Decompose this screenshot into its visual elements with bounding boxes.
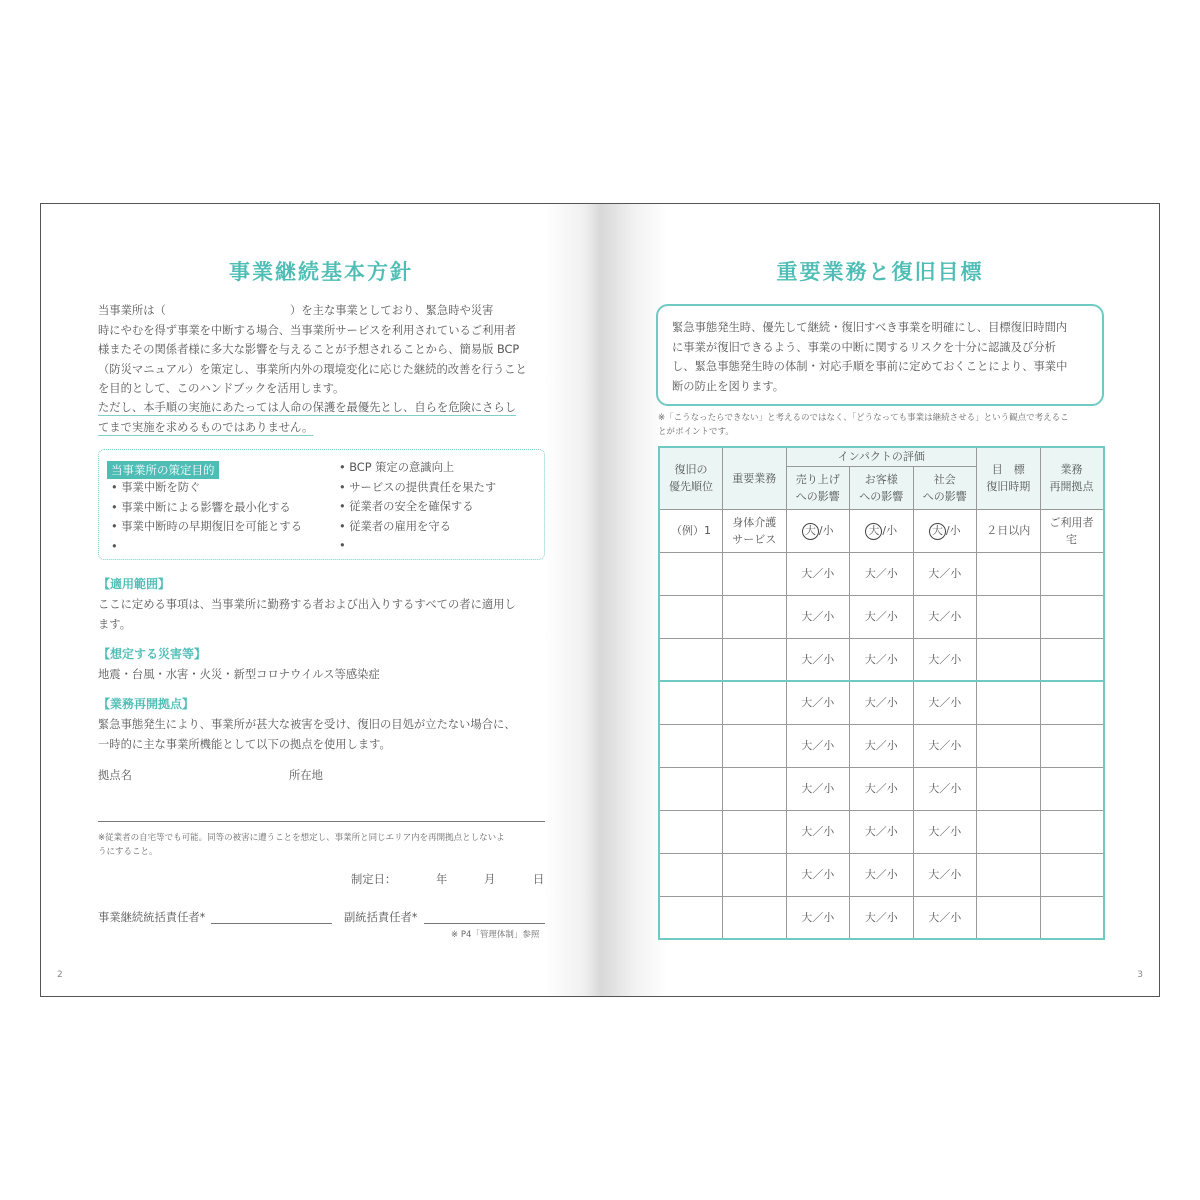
- page-number: 3: [1137, 970, 1143, 980]
- task-cell[interactable]: [723, 595, 787, 638]
- target-cell[interactable]: [977, 853, 1041, 896]
- header-impact: インパクトの評価: [786, 447, 977, 466]
- example-customer[interactable]: [850, 509, 914, 552]
- sales-cell[interactable]: 大／小: [786, 810, 850, 853]
- small-label: ∕小: [818, 523, 834, 537]
- text-line: に事業が復旧できるよう、事業の中断に関するリスクを十分に認識及び分析: [672, 340, 1056, 354]
- sub-manager-label: 副統括責任者*: [344, 911, 418, 924]
- month-label: 月: [484, 873, 496, 886]
- manager-field[interactable]: [211, 923, 332, 924]
- text-line: 一時的に主な事業所機能として以下の拠点を使用します。: [98, 737, 391, 751]
- intro-text: [98, 301, 527, 399]
- task-cell[interactable]: [723, 638, 787, 681]
- text-line: ます。: [98, 617, 131, 631]
- purpose-list-left: [111, 478, 302, 556]
- priority-cell[interactable]: [659, 681, 723, 724]
- text-line: • 事業中断時の早期復旧を可能とする: [111, 520, 303, 533]
- day-label: 日: [533, 873, 545, 886]
- page-title: 重要業務と復旧目標: [776, 260, 984, 284]
- example-priority: （例）1: [659, 509, 723, 552]
- table-row: [659, 810, 1104, 853]
- society-cell[interactable]: 大／小: [913, 638, 977, 681]
- text-line: うにすること。: [98, 847, 158, 857]
- task-cell[interactable]: [723, 896, 787, 939]
- customer-cell[interactable]: 大／小: [850, 638, 914, 681]
- task-cell[interactable]: [723, 810, 787, 853]
- table-row: [659, 853, 1104, 896]
- customer-cell[interactable]: 大／小: [850, 810, 914, 853]
- task-cell[interactable]: [723, 724, 787, 767]
- base-cell[interactable]: [1040, 595, 1104, 638]
- base-cell[interactable]: [1040, 810, 1104, 853]
- target-cell[interactable]: [977, 681, 1041, 724]
- priority-cell[interactable]: [659, 853, 723, 896]
- scope-heading: 【適用範囲】: [98, 577, 171, 591]
- small-label: ∕小: [882, 523, 898, 537]
- society-cell[interactable]: 大／小: [913, 595, 977, 638]
- text-line: • 事業中断を防ぐ: [111, 481, 201, 494]
- header-priority: 復旧の 優先順位: [659, 447, 723, 509]
- target-cell[interactable]: [977, 724, 1041, 767]
- task-cell[interactable]: [723, 767, 787, 810]
- base-cell[interactable]: [1040, 638, 1104, 681]
- disaster-text: 地震・台風・水害・火災・新型コロナウイルス等感染症: [98, 668, 380, 681]
- page-number: 2: [57, 970, 63, 980]
- example-society[interactable]: [913, 509, 977, 552]
- table-row: [659, 896, 1104, 939]
- circled-big: 大: [865, 523, 882, 540]
- task-cell[interactable]: [723, 552, 787, 595]
- example-sales[interactable]: [786, 509, 850, 552]
- page-title: 事業継続基本方針: [229, 260, 413, 284]
- text-line: • BCP 策定の意識向上: [339, 461, 455, 474]
- small-label: ∕小: [945, 523, 961, 537]
- sales-cell[interactable]: 大／小: [786, 853, 850, 896]
- example-task: 身体介護 サービス: [723, 509, 787, 552]
- priority-table: [658, 446, 1105, 940]
- text-line: とがポイントです。: [658, 427, 734, 437]
- text-line: 様またその関係者様に多大な影響を与えることが予想されることから、簡易版 BCP: [98, 343, 520, 356]
- base-cell[interactable]: [1040, 681, 1104, 724]
- sales-cell[interactable]: 大／小: [786, 595, 850, 638]
- sales-cell[interactable]: 大／小: [786, 638, 850, 681]
- base-cell[interactable]: [1040, 724, 1104, 767]
- text-line: ただし、本手順の実施にあたっては人命の保護を最優先とし、自らを危険にさらし: [98, 401, 516, 414]
- text-line: •: [111, 539, 118, 553]
- task-cell[interactable]: [723, 681, 787, 724]
- priority-cell[interactable]: [659, 724, 723, 767]
- text-line: 当事業所は（ ）を主な事業としており、緊急時や災害: [98, 304, 494, 317]
- customer-cell[interactable]: 大／小: [850, 552, 914, 595]
- disaster-heading: 【想定する災害等】: [98, 647, 207, 661]
- reference-note: ※ P4「管理体制」参照: [451, 930, 540, 940]
- example-base: ご利用者 宅: [1040, 509, 1104, 552]
- target-cell[interactable]: [977, 810, 1041, 853]
- base-note: [98, 831, 505, 859]
- customer-cell[interactable]: 大／小: [850, 767, 914, 810]
- header-customer: お客様 への影響: [850, 466, 914, 509]
- text-line: （防災マニュアル）を策定し、事業所内外の環境変化に応じた継続的改善を行うこと: [98, 362, 527, 376]
- text-line: • サービスの提供責任を果たす: [339, 480, 497, 494]
- society-cell[interactable]: 大／小: [913, 810, 977, 853]
- customer-cell[interactable]: 大／小: [850, 853, 914, 896]
- header-base: 業務 再開拠点: [1040, 447, 1104, 509]
- point-note: [658, 411, 1069, 439]
- sub-manager-field[interactable]: [424, 923, 545, 924]
- header-society: 社会 への影響: [913, 466, 977, 509]
- example-target: ２日以内: [977, 509, 1041, 552]
- customer-cell[interactable]: 大／小: [850, 681, 914, 724]
- circled-big: 大: [929, 523, 946, 540]
- text-line: • 従業者の安全を確保する: [339, 500, 474, 513]
- text-line: 断の防止を図ります。: [672, 379, 785, 393]
- base-text: [98, 715, 516, 754]
- table-row-example: [659, 509, 1104, 552]
- purpose-tag: 当事業所の策定目的: [107, 461, 219, 479]
- text-line: 緊急事態発生時、優先して継続・復旧すべき事業を明確にし、目標復旧時間内: [672, 321, 1068, 334]
- sales-cell[interactable]: 大／小: [786, 681, 850, 724]
- table-row: [659, 595, 1104, 638]
- priority-cell[interactable]: [659, 896, 723, 939]
- text-line: ※「こうなったらできない」と考えるのではなく、「どうなっても事業は継続させる」という観点で考えるこ: [658, 413, 1069, 423]
- text-line: ここに定める事項は、当事業所に勤務する者および出入りするすべての者に適用し: [98, 598, 516, 611]
- priority-cell[interactable]: [659, 595, 723, 638]
- circled-big: 大: [802, 523, 819, 540]
- priority-cell[interactable]: [659, 552, 723, 595]
- caution-text: [98, 398, 516, 437]
- scope-text: [98, 595, 516, 634]
- left-page: [41, 204, 601, 996]
- text-line: •: [339, 539, 346, 552]
- priority-cell[interactable]: [659, 810, 723, 853]
- booklet-spread: [40, 203, 1160, 997]
- customer-cell[interactable]: 大／小: [850, 724, 914, 767]
- year-label: 年: [436, 873, 448, 886]
- text-line: を目的として、このハンドブックを活用します。: [98, 382, 345, 395]
- table-row: [659, 767, 1104, 810]
- header-sales: 売り上げ への影響: [786, 466, 850, 509]
- target-cell[interactable]: [977, 552, 1041, 595]
- purpose-list-right: [339, 458, 496, 556]
- sales-cell[interactable]: 大／小: [786, 767, 850, 810]
- header-target: 目 標 復旧時期: [977, 447, 1041, 509]
- header-task: 重要業務: [723, 447, 787, 509]
- society-cell[interactable]: 大／小: [913, 552, 977, 595]
- text-line: 時にやむを得ず事業を中断する場合、当事業所サービスを利用されているご利用者: [98, 323, 516, 337]
- text-line: 緊急事態発生により、事業所が甚大な被害を受け、復旧の目処が立たない場合に、: [98, 718, 516, 731]
- target-cell[interactable]: [977, 896, 1041, 939]
- table-row: [659, 724, 1104, 767]
- purpose-box: [98, 449, 545, 560]
- priority-cell[interactable]: [659, 638, 723, 681]
- society-cell[interactable]: 大／小: [913, 896, 977, 939]
- manager-label: 事業継続統括責任者*: [98, 911, 206, 924]
- customer-cell[interactable]: 大／小: [850, 595, 914, 638]
- base-cell[interactable]: [1040, 767, 1104, 810]
- task-cell[interactable]: [723, 853, 787, 896]
- text-line: ※従業者の自宅等でも可能。同等の被害に遭うことを想定し、事業所と同じエリア内を再開拠点としないよ: [98, 833, 505, 843]
- text-line: てまで実施を求めるものではありません。: [98, 420, 314, 434]
- society-cell[interactable]: 大／小: [913, 853, 977, 896]
- table-row: [659, 638, 1104, 681]
- right-page: [601, 204, 1159, 996]
- text-line: し、緊急事態発生時の体制・対応手順を事前に定めておくことにより、事業中: [672, 360, 1068, 373]
- base-cell[interactable]: [1040, 552, 1104, 595]
- table-row: [659, 552, 1104, 595]
- policy-box: [656, 304, 1104, 406]
- priority-cell[interactable]: [659, 767, 723, 810]
- base-cell[interactable]: [1040, 853, 1104, 896]
- sales-cell[interactable]: 大／小: [786, 724, 850, 767]
- base-input-line[interactable]: [98, 821, 545, 822]
- sales-cell[interactable]: 大／小: [786, 552, 850, 595]
- target-cell[interactable]: [977, 638, 1041, 681]
- society-cell[interactable]: 大／小: [913, 724, 977, 767]
- customer-cell[interactable]: 大／小: [850, 896, 914, 939]
- sales-cell[interactable]: 大／小: [786, 896, 850, 939]
- base-address-label: 所在地: [289, 769, 323, 782]
- base-name-label: 拠点名: [98, 769, 132, 782]
- table-row: [659, 681, 1104, 724]
- base-heading: 【業務再開拠点】: [98, 697, 195, 711]
- society-cell[interactable]: 大／小: [913, 681, 977, 724]
- base-cell[interactable]: [1040, 896, 1104, 939]
- date-label: 制定日：: [351, 873, 397, 886]
- text-line: • 事業中断による影響を最小化する: [111, 500, 291, 514]
- society-cell[interactable]: 大／小: [913, 767, 977, 810]
- target-cell[interactable]: [977, 767, 1041, 810]
- text-line: • 従業者の雇用を守る: [339, 519, 451, 533]
- target-cell[interactable]: [977, 595, 1041, 638]
